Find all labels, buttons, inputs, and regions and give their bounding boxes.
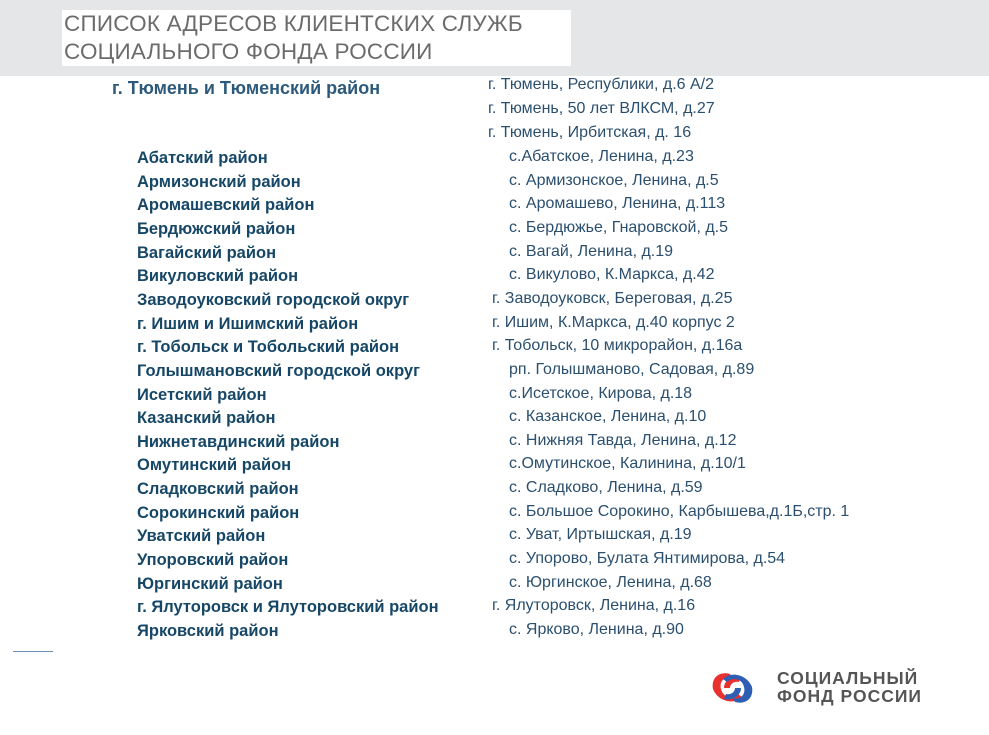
main-city-address-1: г. Тюмень, Республики, д.6 А/2: [488, 76, 715, 93]
district-address: с. Вагай, Ленина, д.19: [509, 243, 674, 260]
district-name: Нижнетавдинский район: [137, 433, 340, 451]
district-name: Вагайский район: [137, 244, 277, 262]
district-address: с. Сладково, Ленина, д.59: [509, 479, 703, 496]
district-name: Заводоуковский городской округ: [137, 291, 410, 309]
district-name: Казанский район: [137, 409, 276, 427]
district-address: с. Армизонское, Ленина, д.5: [509, 172, 719, 189]
district-address: с. Нижняя Тавда, Ленина, д.12: [509, 432, 737, 449]
district-address: с. Бердюжье, Гнаровской, д.5: [509, 219, 729, 236]
district-address: с.Исетское, Кирова, д.18: [509, 385, 693, 402]
district-address: с. Аромашево, Ленина, д.113: [509, 195, 726, 212]
title-line-1: СПИСОК АДРЕСОВ КЛИЕНТСКИХ СЛУЖБ: [64, 11, 523, 36]
main-city-name: г. Тюмень и Тюменский район: [112, 78, 381, 98]
district-name: г. Тобольск и Тобольский район: [137, 338, 400, 356]
district-name: Уватский район: [137, 527, 266, 545]
logo-text: [777, 669, 922, 705]
page-title: [62, 10, 571, 66]
district-name: Омутинский район: [137, 456, 292, 474]
district-name: Сладковский район: [137, 480, 299, 498]
district-address: с. Упорово, Булата Янтимирова, д.54: [509, 550, 786, 567]
district-name: Исетский район: [137, 386, 267, 404]
main-city-address-2: г. Тюмень, 50 лет ВЛКСМ, д.27: [488, 100, 715, 117]
main-city-address-3: г. Тюмень, Ирбитская, д. 16: [488, 124, 692, 141]
district-address: рп. Голышманово, Садовая, д.89: [509, 361, 755, 378]
title-line-2: СОЦИАЛЬНОГО ФОНДА РОССИИ: [64, 39, 433, 64]
district-address: с. Казанское, Ленина, д.10: [509, 408, 707, 425]
district-address: г. Заводоуковск, Береговая, д.25: [492, 290, 733, 307]
district-name: Голышмановский городской округ: [137, 362, 420, 380]
logo-text-line-2: ФОНД РОССИИ: [777, 686, 923, 706]
district-name: Сорокинский район: [137, 504, 300, 522]
district-address: с. Ярково, Ленина, д.90: [509, 621, 684, 638]
logo-text-line-1: СОЦИАЛЬНЫЙ: [777, 668, 919, 688]
district-name: г. Ялуторовск и Ялуторовский район: [137, 598, 439, 616]
district-name: Викуловский район: [137, 267, 299, 285]
district-address: с. Уват, Иртышская, д.19: [509, 526, 692, 543]
district-address: с. Юргинское, Ленина, д.68: [509, 574, 712, 591]
district-name: Упоровский район: [137, 551, 289, 569]
district-name: Бердюжский район: [137, 220, 296, 238]
district-name: Ярковский район: [137, 622, 279, 640]
district-address: с.Абатское, Ленина, д.23: [509, 148, 694, 165]
district-address: с. Викулово, К.Маркса, д.42: [509, 266, 715, 283]
district-address: с.Омутинское, Калинина, д.10/1: [509, 455, 746, 472]
district-name: Абатский район: [137, 149, 268, 167]
divider-line: [13, 651, 53, 652]
district-address: г. Ялуторовск, Ленина, д.16: [492, 597, 696, 614]
district-name: Аромашевский район: [137, 196, 315, 214]
district-name: Юргинский район: [137, 575, 283, 593]
district-address: г. Тобольск, 10 микрорайон, д.16а: [492, 337, 743, 354]
district-address: г. Ишим, К.Маркса, д.40 корпус 2: [492, 314, 735, 331]
district-name: г. Ишим и Ишимский район: [137, 315, 359, 333]
district-name: Армизонский район: [137, 173, 301, 191]
district-address: с. Большое Сорокино, Карбышева,д.1Б,стр. 1: [509, 503, 850, 520]
